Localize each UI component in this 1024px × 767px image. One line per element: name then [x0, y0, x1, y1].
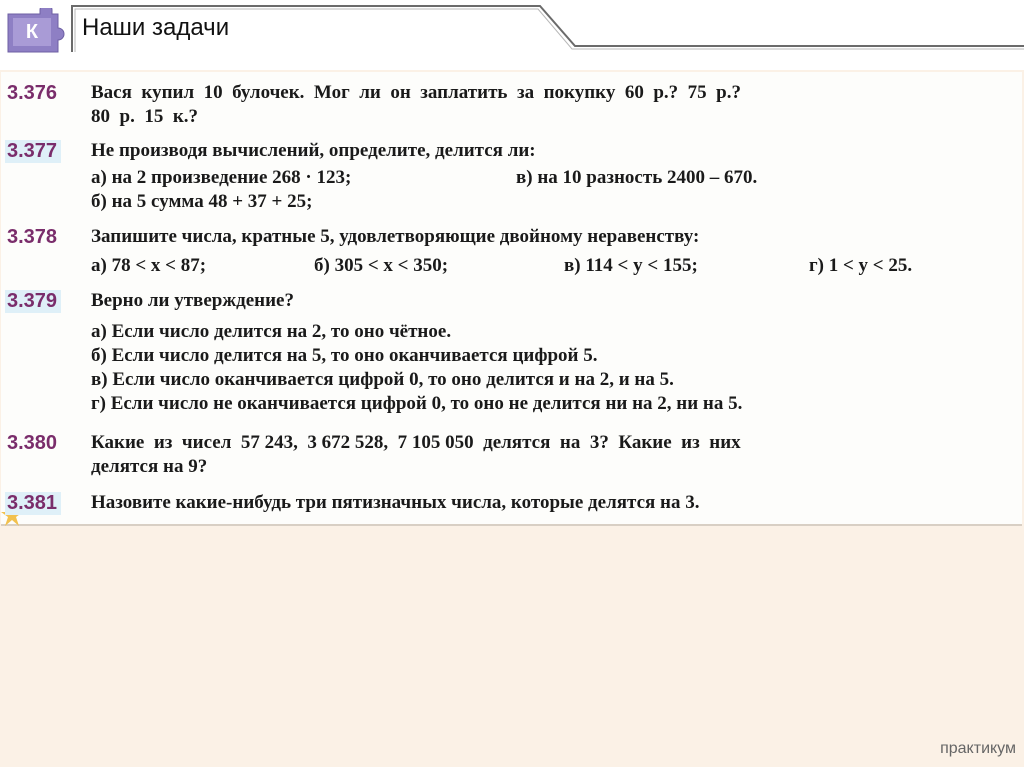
- puzzle-piece-icon: [6, 8, 68, 58]
- task-item: а) Если число делится на 2, то оно чётное.: [91, 321, 452, 342]
- badge-letter: К: [25, 21, 39, 43]
- task-text: Вася купил 10 булочек. Мог ли он заплатить за покупку 60 р.? 75 р.?: [91, 82, 741, 103]
- task-item: г) Если число не оканчивается цифрой 0, то оно не делится ни на 2, ни на 5.: [91, 393, 743, 414]
- task-item: б) на 5 сумма 48 + 37 + 25;: [91, 191, 313, 212]
- task-text: Какие из чисел 57 243, 3 672 528, 7 105 050 делятся на 3? Какие из них: [91, 432, 741, 453]
- task-text: Не производя вычислений, определите, делится ли:: [91, 140, 536, 161]
- task-number: 3.380: [7, 432, 58, 454]
- inequality: б) 305 < x < 350;: [314, 255, 449, 276]
- task-item: в) на 10 разность 2400 – 670.: [516, 167, 758, 188]
- task-number: 3.379: [5, 290, 61, 313]
- task-item: а) на 2 произведение 268 · 123;: [91, 167, 352, 188]
- task-item: в) Если число оканчивается цифрой 0, то оно делится и на 2, и на 5.: [91, 369, 674, 390]
- task-item: б) Если число делится на 5, то оно оканчивается цифрой 5.: [91, 345, 598, 366]
- task-text: 80 р. 15 к.?: [91, 106, 199, 127]
- page-title: Наши задачи: [82, 14, 230, 41]
- task-number: 3.376: [7, 82, 58, 104]
- inequality: а) 78 < x < 87;: [91, 255, 207, 276]
- textbook-excerpt: [1, 72, 1022, 526]
- inequality: в) 114 < y < 155;: [564, 255, 698, 276]
- task-number: 3.377: [5, 140, 61, 163]
- task-text: Назовите какие-нибудь три пятизначных числа, которые делятся на 3.: [91, 492, 700, 513]
- footer-label: практикум: [940, 740, 1016, 757]
- task-number: 3.378: [7, 226, 58, 248]
- task-text: делятся на 9?: [91, 456, 208, 477]
- task-text: Запишите числа, кратные 5, удовлетворяющие двойному неравенству:: [91, 226, 700, 247]
- task-text: Верно ли утверждение?: [91, 290, 294, 311]
- task-number: 3.381: [5, 492, 61, 515]
- inequality: г) 1 < y < 25.: [809, 255, 913, 276]
